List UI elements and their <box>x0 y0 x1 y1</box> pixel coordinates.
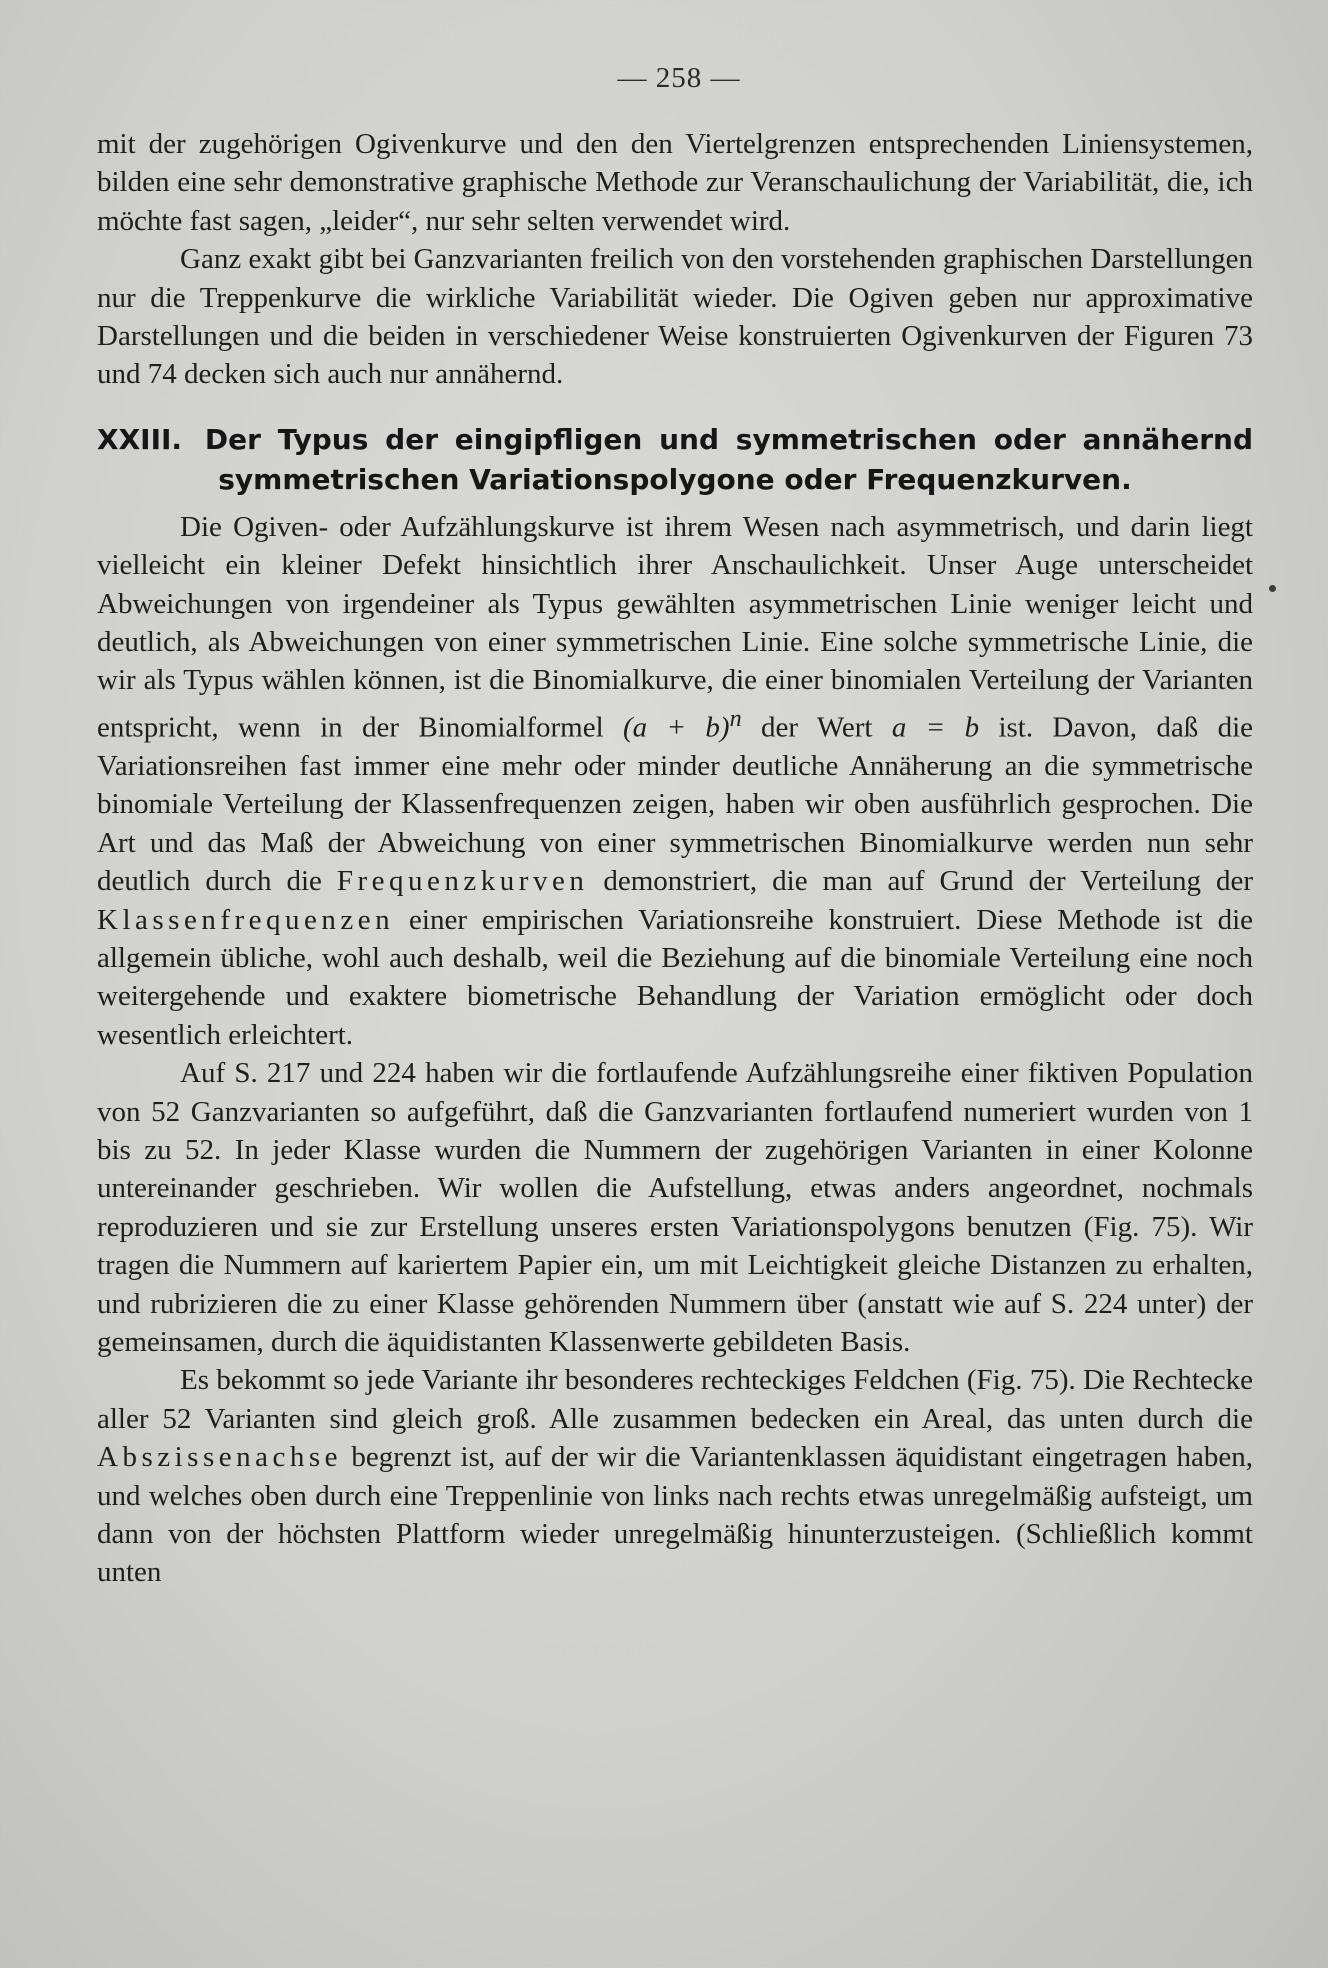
equation-a-equals-b: a = b <box>891 711 980 744</box>
term-frequenzkurven: Frequenzkurven <box>336 865 589 898</box>
section-number: XXIII. <box>97 422 183 456</box>
page-number: — 258 — <box>617 62 741 94</box>
section-heading-line1 <box>97 420 1253 460</box>
section-title-part2: symmetrischen Variationspolygone oder Frequenzkurven. <box>218 462 1132 496</box>
term-abszissenachse: Abszissenachse <box>97 1441 343 1474</box>
binomial-formula: (a + b) <box>622 711 730 744</box>
text-run: begrenzt ist, auf der wir die Variantenklassen äquidistant eingetragen haben, und welches oben durch eine Treppenlinie von links nach rechts etwas unregelmäßig aufsteigt, um dann von der höchsten Plattform wieder unregelmäßig hinunterzusteigen. (Schließlich kommt unten <box>97 1441 1253 1589</box>
text-run: einer empirischen Variationsreihe konstruiert. Diese Methode ist die allgemein übliche, wohl auch deshalb, weil die Beziehung auf die binomiale Verteilung eine noch weitergehende und exaktere biometrische Behandlung der Variation ermöglicht oder doch wesentlich erleichtert. <box>97 903 1253 1051</box>
paragraph-rectangles <box>97 1361 1253 1591</box>
paragraph-binomial <box>97 508 1253 1054</box>
text-run: der Wert <box>741 711 892 744</box>
text-column <box>97 125 1253 1592</box>
formula-exponent: n <box>729 704 742 732</box>
section-heading <box>97 420 1253 500</box>
text-run: Es bekommt so jede Variante ihr besonderes rechteckiges Feldchen (Fig. 75). Die Rechtecke aller 52 Varianten sind gleich groß. Alle zusammen bedecken ein Areal, das unten durch die <box>97 1364 1253 1435</box>
section-title-part1: Der Typus der eingipfligen und symmetrischen oder annähernd <box>204 422 1254 456</box>
text-run: Die Ogiven- oder Aufzählungskurve ist ihrem Wesen nach asymmetrisch, und darin liegt vielleicht ein kleiner Defekt hinsichtlich ihrer Anschaulichkeit. Unser Auge unterscheidet Abweichungen von irgendeiner als Typus gewählten asymmetrischen Linie weniger leicht und deutlich, als Abweichungen von einer symmetrischen Linie. Eine solche symmetrische Linie, die wir als Typus wählen können, ist die Binomialkurve, die einer binomialen Verteilung der Varianten entspricht, wenn in der Binomialformel <box>97 510 1253 744</box>
text-run: ist. Davon, daß die Variationsreihen fast immer eine mehr oder minder deutliche Annäherung an die symmetrische binomiale Verteilung der Klassenfrequenzen zeigen, haben wir oben ausführlich gesprochen. Die Art und das Maß der Abweichung von einer symmetrischen Binomialkurve werden nun sehr deutlich durch die <box>97 711 1253 898</box>
paragraph-population: Auf S. 217 und 224 haben wir die fortlaufende Aufzählungsreihe einer fiktiven Population von 52 Ganzvarianten so aufgeführt, daß die Ganzvarianten fortlaufend numeriert wurden von 1 bis zu 52. In jeder Klasse wurden die Nummern der zugehörigen Varianten in einer Kolonne untereinander geschrieben. Wir wollen die Aufstellung, etwas anders angeordnet, nochmals reproduzieren und sie zur Erstellung unseres ersten Variationspolygons benutzen (Fig. 75). Wir tragen die Nummern auf kariertem Papier ein, um mit Leichtigkeit gleiche Distanzen zu erhalten, und rubrizieren die zu einer Klasse gehörenden Nummern über (anstatt wie auf S. 224 unter) der gemeinsamen, durch die äquidistanten Klassenwerte gebildeten Basis. <box>97 1057 1253 1359</box>
term-klassenfrequenzen: Klassenfrequenzen <box>97 903 395 936</box>
paragraph-ganzvarianten: Ganz exakt gibt bei Ganzvarianten freilich von den vorstehenden graphischen Darstellungen nur die Treppenkurve die wirkliche Variabilität wieder. Die Ogiven geben nur approximative Darstellungen und die beiden in verschiedener Weise konstruierten Ogivenkurven der Figuren 73 und 74 decken sich auch nur annähernd. <box>97 243 1253 391</box>
ink-speck <box>1269 585 1276 592</box>
paragraph-ogive-intro: mit der zugehörigen Ogivenkurve und den den Viertelgrenzen entsprechenden Liniensystemen, bilden eine sehr demonstrative graphische Methode zur Veranschaulichung der Variabilität, die, ich möchte fast sagen, „leider“, nur sehr selten verwendet wird. <box>97 128 1253 237</box>
text-run: demonstriert, die man auf Grund der Verteilung der <box>588 865 1253 898</box>
